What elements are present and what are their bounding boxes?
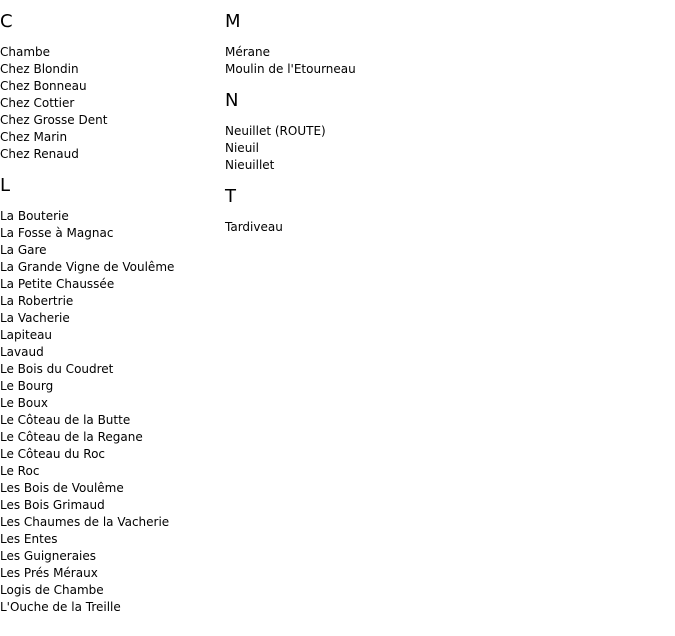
place-link[interactable]: Chez Bonneau xyxy=(0,79,87,93)
letter-heading-l: L xyxy=(0,175,11,196)
place-link[interactable]: Chez Blondin xyxy=(0,62,79,76)
place-list-item xyxy=(0,582,222,599)
place-list-item xyxy=(0,44,222,61)
place-link[interactable]: Logis de Chambe xyxy=(0,583,104,597)
place-link[interactable]: Le Roc xyxy=(0,464,40,478)
place-list-item xyxy=(0,95,222,112)
place-link[interactable]: Chambe xyxy=(0,45,51,59)
place-list-item xyxy=(0,146,222,163)
place-list-item xyxy=(225,140,665,157)
letter-group-l xyxy=(0,175,222,616)
place-list-item xyxy=(0,78,222,95)
place-list-item xyxy=(0,497,222,514)
place-link[interactable]: Tardiveau xyxy=(225,220,283,234)
place-list-item xyxy=(0,480,222,497)
place-link[interactable]: Nieuil xyxy=(225,141,259,155)
place-link[interactable]: Chez Cottier xyxy=(0,96,75,110)
place-list-c xyxy=(0,44,222,163)
place-link[interactable]: La Bouterie xyxy=(0,209,69,223)
place-list-item xyxy=(225,219,665,236)
place-link[interactable]: Les Chaumes de la Vacherie xyxy=(0,515,170,529)
place-link[interactable]: Lapiteau xyxy=(0,328,53,342)
place-link[interactable]: Mérane xyxy=(225,45,271,59)
place-list-item xyxy=(0,208,222,225)
place-link[interactable]: Les Entes xyxy=(0,532,58,546)
place-link[interactable]: Chez Marin xyxy=(0,130,68,144)
place-list-item xyxy=(0,463,222,480)
letter-heading-m: M xyxy=(225,11,241,32)
place-link[interactable]: L'Ouche de la Treille xyxy=(0,600,121,614)
place-list-t xyxy=(225,219,665,236)
letter-group-m xyxy=(225,11,665,78)
place-link[interactable]: Le Côteau de la Butte xyxy=(0,413,131,427)
place-list-item xyxy=(225,61,665,78)
place-list-item xyxy=(0,599,222,616)
place-list-item xyxy=(225,123,665,140)
letter-group-c xyxy=(0,11,222,163)
place-list-item xyxy=(0,242,222,259)
place-list-item xyxy=(0,61,222,78)
place-list-item xyxy=(0,378,222,395)
place-link[interactable]: Lavaud xyxy=(0,345,44,359)
place-link[interactable]: Neuillet (ROUTE) xyxy=(225,124,326,138)
place-list-item xyxy=(0,395,222,412)
place-list-item xyxy=(0,446,222,463)
place-list-m xyxy=(225,44,665,78)
place-list-item xyxy=(0,412,222,429)
place-list-item xyxy=(0,531,222,548)
place-list-item xyxy=(0,514,222,531)
place-link[interactable]: La Petite Chaussée xyxy=(0,277,115,291)
place-link[interactable]: Les Bois Grimaud xyxy=(0,498,105,512)
place-link[interactable]: Les Guigneraies xyxy=(0,549,97,563)
place-list-item xyxy=(0,344,222,361)
place-list-l xyxy=(0,208,222,616)
place-list-item xyxy=(0,310,222,327)
letter-group-t xyxy=(225,186,665,236)
letter-heading-c: C xyxy=(0,11,13,32)
place-link[interactable]: Les Prés Méraux xyxy=(0,566,98,580)
place-link[interactable]: La Grande Vigne de Voulême xyxy=(0,260,175,274)
place-list-item xyxy=(0,429,222,446)
letter-heading-t: T xyxy=(225,186,236,207)
place-link[interactable]: La Gare xyxy=(0,243,47,257)
place-link[interactable]: Nieuillet xyxy=(225,158,275,172)
place-list-item xyxy=(0,259,222,276)
letter-group-n xyxy=(225,90,665,174)
place-list-item xyxy=(225,44,665,61)
place-list-item xyxy=(0,112,222,129)
place-link[interactable]: Le Côteau de la Regane xyxy=(0,430,143,444)
place-list-item xyxy=(0,129,222,146)
place-list-item xyxy=(0,225,222,242)
place-list-item xyxy=(0,293,222,310)
place-list-item xyxy=(0,565,222,582)
place-list-item xyxy=(225,157,665,174)
left-column xyxy=(0,0,222,616)
place-link[interactable]: Moulin de l'Etourneau xyxy=(225,62,356,76)
place-link[interactable]: Les Bois de Voulême xyxy=(0,481,124,495)
place-link[interactable]: Le Bourg xyxy=(0,379,54,393)
place-link[interactable]: Chez Grosse Dent xyxy=(0,113,108,127)
place-list-item xyxy=(0,548,222,565)
place-link[interactable]: La Fosse à Magnac xyxy=(0,226,114,240)
letter-heading-n: N xyxy=(225,90,239,111)
place-link[interactable]: La Vacherie xyxy=(0,311,70,325)
place-link[interactable]: Chez Renaud xyxy=(0,147,79,161)
place-list-item xyxy=(0,276,222,293)
right-column xyxy=(225,0,665,236)
place-list-n xyxy=(225,123,665,174)
place-list-item xyxy=(0,361,222,378)
place-list-item xyxy=(0,327,222,344)
place-link[interactable]: Le Boux xyxy=(0,396,48,410)
place-link[interactable]: La Robertrie xyxy=(0,294,74,308)
place-link[interactable]: Le Bois du Coudret xyxy=(0,362,114,376)
place-link[interactable]: Le Côteau du Roc xyxy=(0,447,106,461)
